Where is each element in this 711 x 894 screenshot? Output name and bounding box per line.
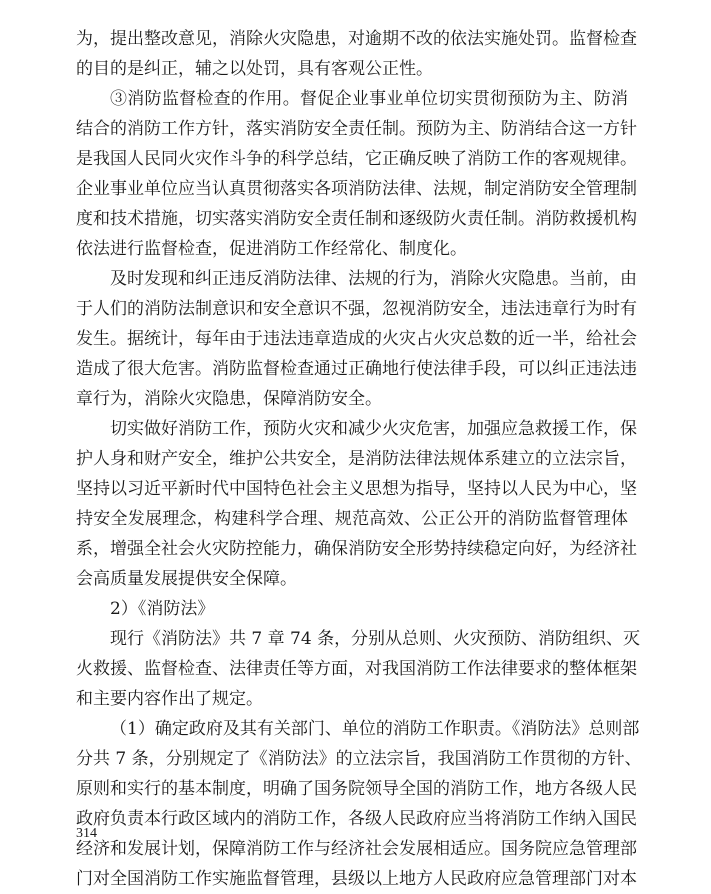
paragraph-start-line: 现行《消防法》共 7 章 74 条，分别从总则、火灾预防、消防组织、灭	[110, 629, 641, 649]
text-line: 持安全发展理念，构建科学合理、规范高效、公正公开的消防监督管理体	[76, 509, 628, 529]
text-line: 分共 7 条，分别规定了《消防法》的立法宗旨，我国消防工作贯彻的方针、	[76, 749, 642, 769]
text-line: 章行为，消除火灾隐患，保障消防安全。	[76, 389, 382, 409]
text-line: 经济和发展计划，保障消防工作与经济社会发展相适应。国务院应急管理部	[76, 839, 637, 859]
text-line: 坚持以习近平新时代中国特色社会主义思想为指导，坚持以人民为中心，坚	[76, 479, 637, 499]
text-line: 会高质量发展提供安全保障。	[76, 569, 297, 589]
text-line: 和主要内容作出了规定。	[76, 689, 263, 709]
paragraph-start-line: （1）确定政府及其有关部门、单位的消防工作职责。《消防法》总则部	[110, 719, 640, 739]
paragraph-start-line: ③消防监督检查的作用。督促企业事业单位切实贯彻预防为主、防消	[110, 89, 628, 109]
text-line: 企业事业单位应当认真贯彻落实各项消防法律、法规，制定消防安全管理制	[76, 179, 637, 199]
text-line: 依法进行监督检查，促进消防工作经常化、制度化。	[76, 239, 467, 259]
text-line: 火救援、监督检查、法律责任等方面，对我国消防工作法律要求的整体框架	[76, 659, 637, 679]
document-body	[76, 24, 642, 894]
text-line: 结合的消防工作方针，落实消防安全责任制。预防为主、防消结合这一方针	[76, 119, 637, 139]
text-line: 门对全国消防工作实施监督管理，县级以上地方人民政府应急管理部门对本	[76, 869, 637, 889]
text-line: 原则和实行的基本制度，明确了国务院领导全国的消防工作，地方各级人民	[76, 779, 637, 799]
section-heading: 2）《消防法》	[110, 599, 215, 619]
text-line: 度和技术措施，切实落实消防安全责任制和逐级防火责任制。消防救援机构	[76, 209, 637, 229]
page-number: 314	[76, 826, 97, 841]
text-line: 系，增强全社会火灾防控能力，确保消防安全形势持续稳定向好，为经济社	[76, 539, 637, 559]
text-line: 是我国人民同火灾作斗争的科学总结，它正确反映了消防工作的客观规律。	[76, 149, 637, 169]
paragraph-start-line: 切实做好消防工作，预防火灾和减少火灾危害，加强应急救援工作，保	[110, 419, 637, 439]
text-line: 造成了很大危害。消防监督检查通过正确地行使法律手段，可以纠正违法违	[76, 359, 637, 379]
text-line: 为，提出整改意见，消除火灾隐患，对逾期不改的依法实施处罚。监督检查	[76, 29, 637, 49]
text-line: 护人身和财产安全，维护公共安全，是消防法律法规体系建立的立法宗旨，	[76, 449, 637, 469]
text-line: 于人们的消防法制意识和安全意识不强，忽视消防安全，违法违章行为时有	[76, 299, 637, 319]
text-line: 的目的是纠正，辅之以处罚，具有客观公正性。	[76, 59, 433, 79]
text-line: 政府负责本行政区域内的消防工作，各级人民政府应当将消防工作纳入国民	[76, 809, 637, 829]
paragraph-start-line: 及时发现和纠正违反消防法律、法规的行为，消除火灾隐患。当前，由	[110, 269, 637, 289]
text-line: 发生。据统计，每年由于违法违章造成的火灾占火灾总数的近一半，给社会	[76, 329, 637, 349]
